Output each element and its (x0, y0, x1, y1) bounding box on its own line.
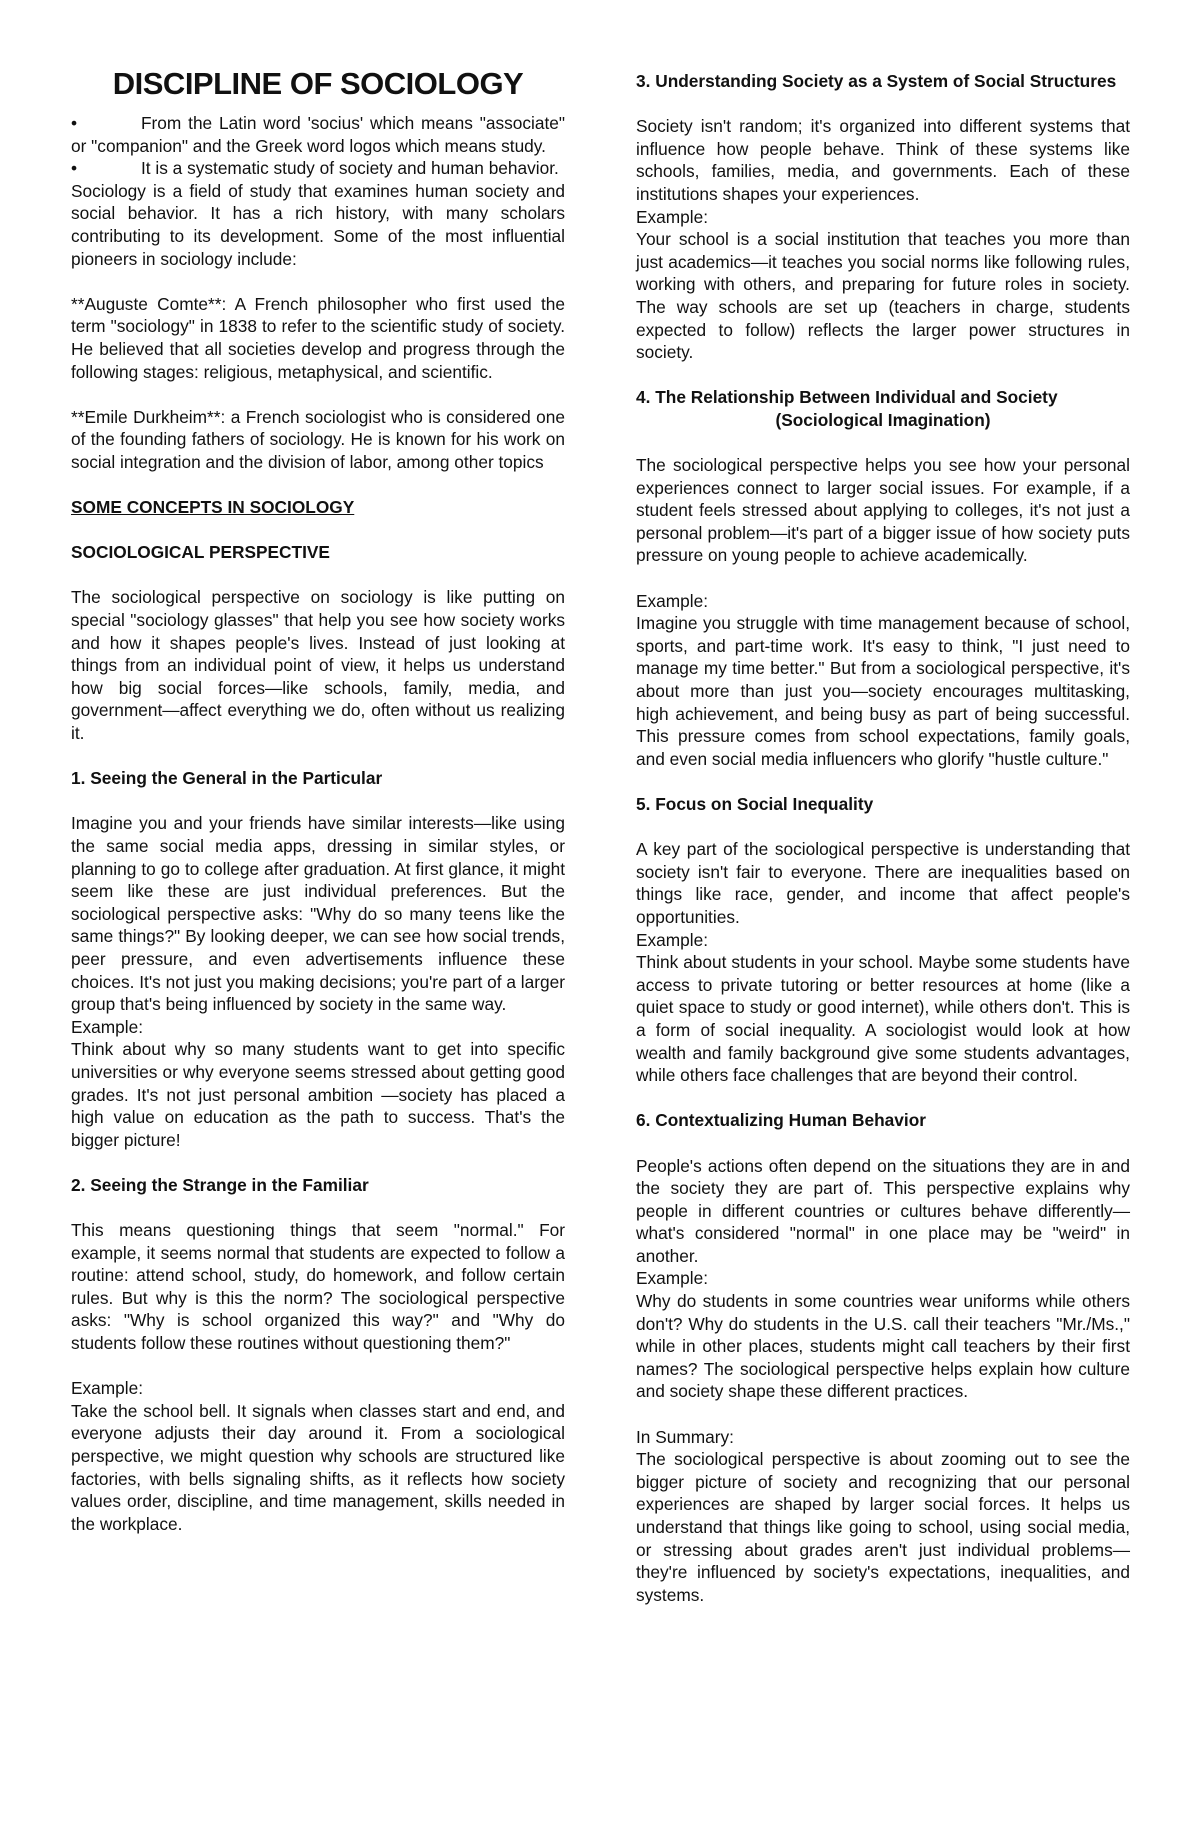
left-column (71, 62, 565, 1535)
section-2-paragraph: This means questioning things that seem "normal." For example, it seems normal that students are expected to follow a routine: attend school, study, do homework, and follow certain rules. But why is this the norm? The sociological perspective asks: "Why is school organized this way?" and "Why do students follow these routines without questioning them?" (71, 1220, 565, 1354)
section-5-heading: 5. Focus on Social Inequality (636, 794, 874, 814)
comte-paragraph: **Auguste Comte**: A French philosopher who first used the term "sociology" in 1838 to refer to the scientific study of society. He believed that all societies develop and progress through the following stages: religious, metaphysical, and scientific. (71, 293, 565, 382)
section-1-paragraph: Imagine you and your friends have similar interests—like using the same social media apps, dressing in similar styles, or planning to go to college after graduation. At first glance, it might seem like these are just individual preferences. But the sociological perspective asks: "Why do so many teens like the same things?" By looking deeper, we can see how social trends, peer pressure, and even advertisements influence these choices. It's not just you making decisions; you're part of a larger group that's being influenced by society in the same way. (71, 813, 565, 1015)
section-3-paragraph: Society isn't random; it's organized into different systems that influence how people behave. Think of these systems like schools, families, media, and governments. Each of these institutions shapes your experiences. (636, 116, 1130, 204)
section-6-paragraph: People's actions often depend on the situations they are in and the society they are part of. This perspective explains why people in different countries or cultures behave differently—what's considered "normal" in one place may be "weird" in another. (636, 1155, 1130, 1266)
section-6-example: Why do students in some countries wear uniforms while others don't? Why do students in the U.S. call their teachers "Mr./Ms.," while in other places, students might call teachers by their first names? The sociological perspective helps explain how culture and society shape these different practices. (636, 1291, 1130, 1402)
section-2-example-label: Example: (71, 1378, 144, 1399)
section-4-subheading: (Sociological Imagination) (775, 409, 991, 430)
section-2-heading: 2. Seeing the Strange in the Familiar (71, 1174, 369, 1195)
bullet-text: From the Latin word 'socius' which means "associate" or "companion" and the Greek word logos which means study. (71, 113, 565, 156)
bullet-item (71, 157, 565, 180)
summary-paragraph: The sociological perspective is about zooming out to see the bigger picture of society and recognizing that our personal experiences are shaped by larger social forces. It helps us understand that things like going to school, using social media, or stressing about grades aren't just individual problems—they're influenced by society's expectations, inequalities, and systems. (636, 1449, 1130, 1605)
section-2-example: Take the school bell. It signals when classes start and end, and everyone adjusts their day around it. From a sociological perspective, we might question why schools are structured like factories, with bells signaling shifts, as it reflects how society values order, discipline, and time management, skills needed in the workplace. (71, 1400, 565, 1534)
durkheim-paragraph: **Emile Durkheim**: a French sociologist who is considered one of the founding fathers of sociology. He is known for his work on social integration and the division of labor, among other topics (71, 406, 565, 472)
right-column (636, 70, 1130, 1606)
page-title: DISCIPLINE OF SOCIOLOGY (112, 66, 524, 101)
bullet-icon: • (71, 158, 78, 179)
section-3-example-label: Example: (636, 206, 709, 227)
bullet-item (71, 112, 565, 157)
section-6-example-label: Example: (636, 1268, 709, 1289)
section-1-example: Think about why so many students want to get into specific universities or why everyone seems stressed about getting good grades. It's not just personal ambition —society has placed a high value on education as the path to success. That's the bigger picture! (71, 1039, 565, 1150)
section-1-heading: 1. Seeing the General in the Particular (71, 768, 383, 789)
section-4-heading: 4. The Relationship Between Individual and Society (636, 387, 1058, 408)
perspective-heading: SOCIOLOGICAL PERSPECTIVE (71, 542, 330, 563)
section-4-example-label: Example: (636, 590, 709, 611)
perspective-paragraph: The sociological perspective on sociology is like putting on special "sociology glasses" that help you see how society works and how it shapes people's lives. Instead of just looking at things from an individual point of view, it helps us understand how big social forces—like schools, family, media, and government—affect everything we do, often without us realizing it. (71, 587, 565, 744)
section-5-example: Think about students in your school. Maybe some students have access to private tutoring or better resources at home (like a quiet space to study or good internet), while others don't. This is a form of social inequality. A sociologist would look at how wealth and family background give some students advantages, while others face challenges that are beyond their control. (636, 952, 1130, 1086)
summary-label: In Summary: (636, 1426, 734, 1447)
intro-paragraph: Sociology is a field of study that examines human society and social behavior. It has a rich history, with many scholars contributing to its development. Some of the most influential pioneers in sociology include: (71, 180, 565, 269)
section-4-example: Imagine you struggle with time management because of school, sports, and part-time work. It's easy to think, "I just need to manage my time better." But from a sociological perspective, it's about more than just you—society encourages multitasking, high achievement, and being busy as part of being successful. This pressure comes from school expectations, family goals, and even social media influencers who glorify "hustle culture." (636, 613, 1130, 769)
bullet-icon: • (71, 113, 78, 133)
section-4-paragraph: The sociological perspective helps you see how your personal experiences connect to larger social issues. For example, if a student feels stressed about applying to colleges, it's not just a personal problem—it's part of a bigger issue of how society puts pressure on young people to achieve academically. (636, 455, 1130, 566)
section-6-heading: 6. Contextualizing Human Behavior (636, 1110, 926, 1131)
section-3-heading: 3. Understanding Society as a System of Social Structures (636, 71, 1117, 91)
bullet-text: It is a systematic study of society and human behavior. (141, 158, 559, 179)
section-3-example: Your school is a social institution that teaches you more than just academics—it teaches you social norms like following rules, working with others, and preparing for future roles in society. The way schools are set up (teachers in charge, students expected to follow) reflects the larger power structures in society. (636, 229, 1130, 363)
concepts-heading: SOME CONCEPTS IN SOCIOLOGY (71, 497, 355, 518)
section-1-example-label: Example: (71, 1016, 144, 1037)
section-5-example-label: Example: (636, 929, 709, 950)
section-5-paragraph: A key part of the sociological perspective is understanding that society isn't fair to everyone. There are inequalities based on things like race, gender, and income that affect people's opportunities. (636, 839, 1130, 927)
